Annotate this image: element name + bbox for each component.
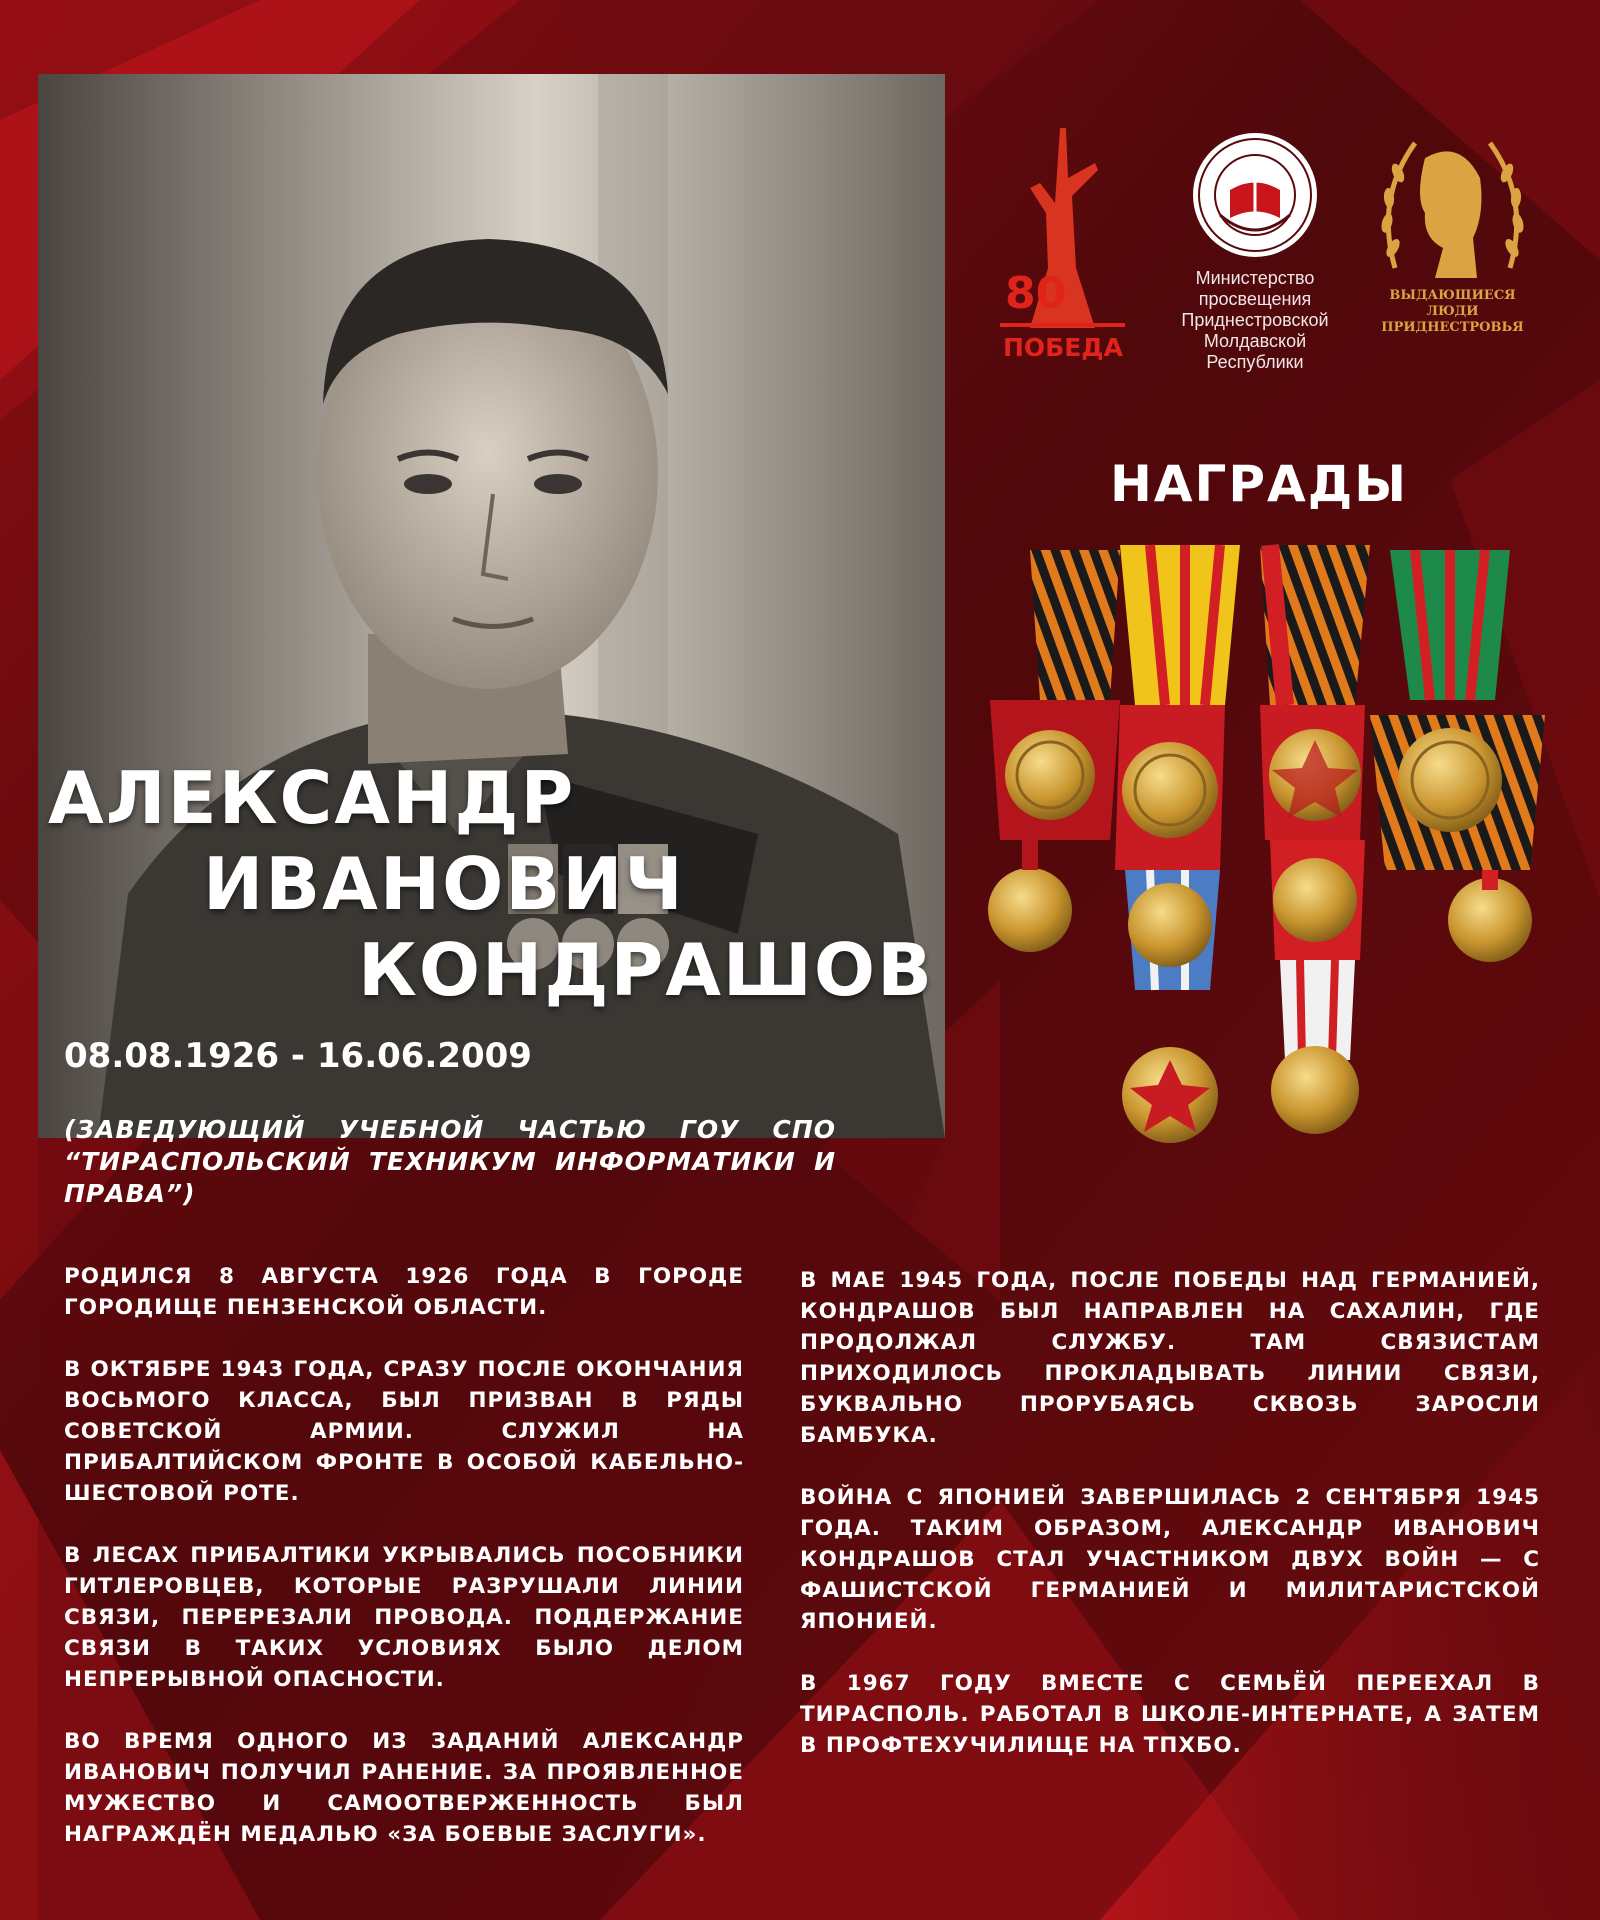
biography-paragraph: В ОКТЯБРЕ 1943 ГОДА, СРАЗУ ПОСЛЕ ОКОНЧАНИЯ ВОСЬМОГО КЛАССА, БЫЛ ПРИЗВАН В РЯДЫ СОВЕТСКОЙ АРМИИ. СЛУЖИЛ НА ПРИБАЛТИЙСКОМ ФРОНТЕ В ОСОБОЙ КАБЕЛЬНО-ШЕСТОВОЙ РОТЕ. <box>64 1357 744 1506</box>
victory-over-japan-medal-icon <box>1115 545 1240 1143</box>
outstanding-caption-line: ПРИДНЕСТРОВЬЯ <box>1381 320 1524 335</box>
life-dates: 08.08.1926 - 16.06.2009 <box>64 1036 532 1076</box>
jubilee-medal-icon <box>1260 545 1370 1134</box>
awards-title: НАГРАДЫ <box>1110 455 1409 513</box>
ministry-caption-line: просвещения <box>1198 289 1312 309</box>
biography-left-column <box>64 1261 744 1881</box>
biography-paragraph: В ЛЕСАХ ПРИБАЛТИКИ УКРЫВАЛИСЬ ПОСОБНИКИ ГИТЛЕРОВЦЕВ, КОТОРЫЕ РАЗРУШАЛИ ЛИНИИ СВЯЗИ, ПЕРЕРЕЗАЛИ ПРОВОДА. ПОДДЕРЖАНИЕ СВЯЗИ В ТАКИХ УСЛОВИЯХ БЫЛО ДЕЛОМ НЕПРЕРЫВНОЙ ОПАСНОСТИ. <box>64 1543 744 1692</box>
ministry-emblem-icon <box>1190 130 1320 260</box>
victory-80-logo <box>1000 118 1125 368</box>
medals-photo <box>970 540 1550 1180</box>
st-george-ribbon-medal-icon <box>988 550 1120 952</box>
person-first-name: АЛЕКСАНДР <box>48 756 576 840</box>
person-patronymic: ИВАНОВИЧ <box>203 842 685 926</box>
job-position: (ЗАВЕДУЮЩИЙ УЧЕБНОЙ ЧАСТЬЮ ГОУ СПО “ТИРАСПОЛЬСКИЙ ТЕХНИКУМ ИНФОРМАТИКИ И ПРАВА”) <box>64 1115 836 1208</box>
armed-forces-medal-icon <box>1370 550 1545 962</box>
ministry-caption-line: Молдавской <box>1203 331 1307 351</box>
ministry-caption <box>1150 268 1360 373</box>
biography-paragraph: ВОЙНА С ЯПОНИЕЙ ЗАВЕРШИЛАСЬ 2 СЕНТЯБРЯ 1945 ГОДА. ТАКИМ ОБРАЗОМ, АЛЕКСАНДР ИВАНОВИЧ КОНДРАШОВ СТАЛ УЧАСТНИКОМ ДВУХ ВОЙН — С ФАШИСТСКОЙ ГЕРМАНИЕЙ И МИЛИТАРИСТСКОЙ ЯПОНИЕЙ. <box>800 1485 1540 1634</box>
person-last-name: КОНДРАШОВ <box>358 928 934 1012</box>
biography-right-column <box>800 1265 1540 1792</box>
biography-paragraph: В 1967 ГОДУ ВМЕСТЕ С СЕМЬЁЙ ПЕРЕЕХАЛ В ТИРАСПОЛЬ. РАБОТАЛ В ШКОЛЕ-ИНТЕРНАТЕ, А ЗАТЕМ В ПРОФТЕХУЧИЛИЩЕ НА ТПХБО. <box>800 1671 1540 1758</box>
biography-paragraph: ВО ВРЕМЯ ОДНОГО ИЗ ЗАДАНИЙ АЛЕКСАНДР ИВАНОВИЧ ПОЛУЧИЛ РАНЕНИЕ. ЗА ПРОЯВЛЕННОЕ МУЖЕСТВО И САМООТВЕРЖЕННОСТЬ БЫЛ НАГРАЖДЁН МЕДАЛЬЮ «ЗА БОЕВЫЕ ЗАСЛУГИ». <box>64 1729 744 1847</box>
outstanding-caption-line: ЛЮДИ <box>1426 304 1479 319</box>
outstanding-people-logo <box>1365 118 1540 348</box>
victory-80-number: 80 <box>1005 268 1067 319</box>
victory-80-caption: ПОБЕДА! <box>1003 333 1125 362</box>
biography-paragraph: РОДИЛСЯ 8 АВГУСТА 1926 ГОДА В ГОРОДЕ ГОРОДИЩЕ ПЕНЗЕНСКОЙ ОБЛАСТИ. <box>64 1264 744 1320</box>
motherland-statue-icon <box>1000 118 1125 368</box>
ministry-logo <box>1190 130 1320 260</box>
ministry-caption-line: Министерство <box>1195 268 1315 288</box>
ministry-caption-line: Приднестровской <box>1181 310 1329 330</box>
biography-paragraph: В МАЕ 1945 ГОДА, ПОСЛЕ ПОБЕДЫ НАД ГЕРМАНИЕЙ, КОНДРАШОВ БЫЛ НАПРАВЛЕН НА САХАЛИН, ГДЕ ПРОДОЛЖАЛ СЛУЖБУ. ТАМ СВЯЗИСТАМ ПРИХОДИЛОСЬ ПРОКЛАДЫВАТЬ ЛИНИИ СВЯЗИ, БУКВАЛЬНО ПРОРУБАЯСЬ СКВОЗЬ ЗАРОСЛИ БАМБУКА. <box>800 1268 1540 1448</box>
outstanding-caption-line: ВЫДАЮЩИЕСЯ <box>1389 288 1516 303</box>
ministry-caption-line: Республики <box>1206 352 1304 372</box>
